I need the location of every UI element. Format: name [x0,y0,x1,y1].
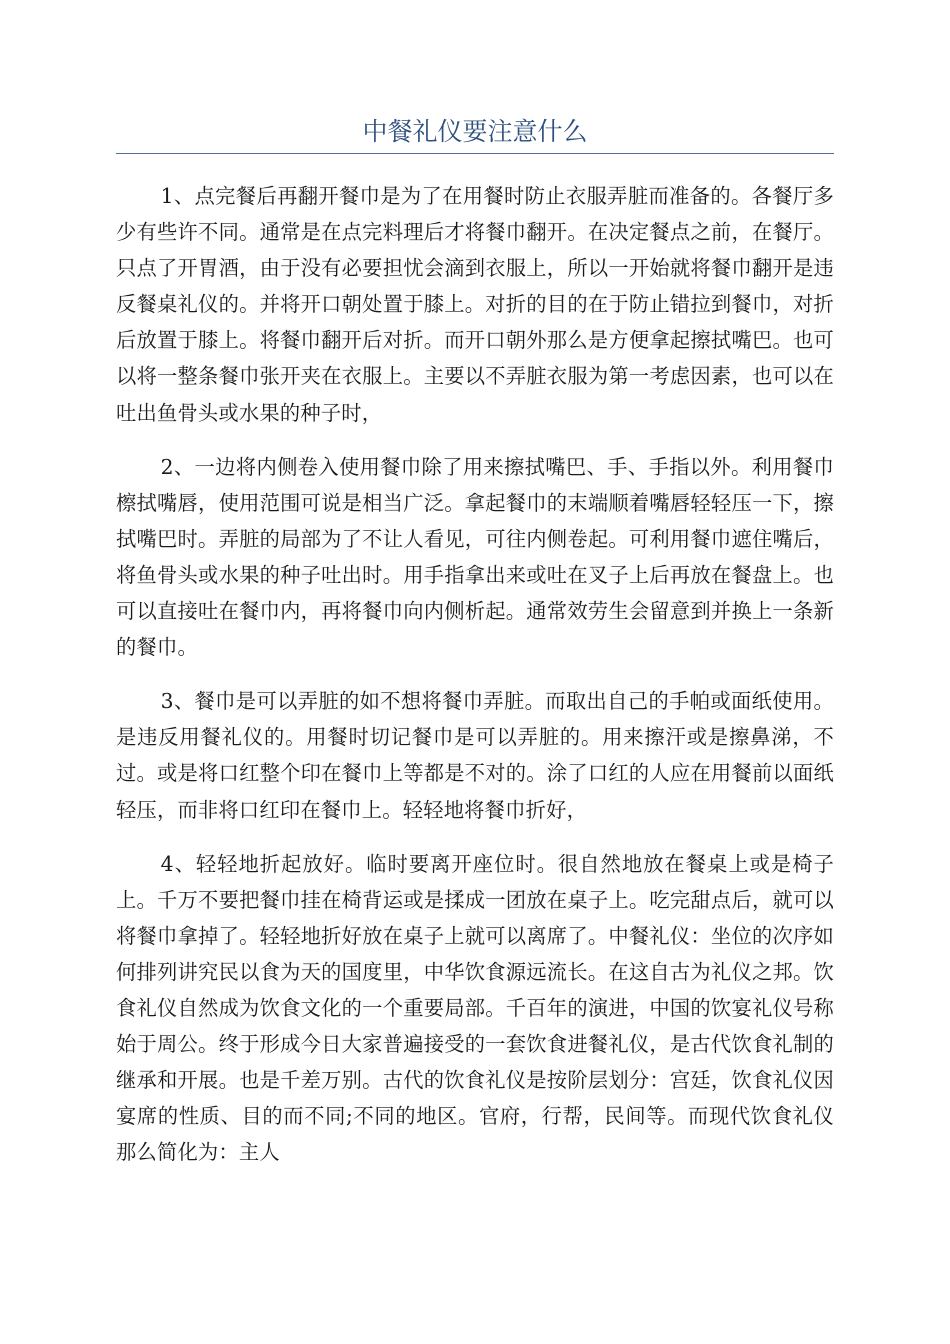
paragraph-4: 4、轻轻地折起放好。临时要离开座位时。很自然地放在餐桌上或是椅子上。千万不要把餐巾挂在椅背运或是揉成一团放在桌子上。吃完甜点后，就可以将餐巾拿掉了。轻轻地折好放在桌子上就可以离席了。中餐礼仪：坐位的次序如何排列讲究民以食为天的国度里，中华饮食源远流长。在这自古为礼仪之邦。饮食礼仪自然成为饮食文化的一个重要局部。千百年的演进，中国的饮宴礼仪号称始于周公。终于形成今日大家普遍接受的一套饮食进餐礼仪，是古代饮食礼制的继承和开展。也是千差万别。古代的饮食礼仪是按阶层划分：宫廷，饮食礼仪因宴席的性质、目的而不同;不同的地区。官府，行帮，民间等。而现代饮食礼仪那么简化为：主人 [116,851,834,1165]
paragraph-1: 1、点完餐后再翻开餐巾是为了在用餐时防止衣服弄脏而准备的。各餐厅多少有些许不同。通常是在点完料理后才将餐巾翻开。在决定餐点之前，在餐厅。只点了开胃酒，由于没有必要担忧会滴到衣服上，所以一开始就将餐巾翻开是违反餐桌礼仪的。并将开口朝处置于膝上。对折的目的在于防止错拉到餐巾，对折后放置于膝上。将餐巾翻开后对折。而开口朝外那么是方便拿起擦拭嘴巴。也可以将一整条餐巾张开夹在衣服上。主要以不弄脏衣服为第一考虑因素，也可以在吐出鱼骨头或水果的种子时， [116,184,834,425]
paragraph-2: 2、一边将内侧卷入使用餐巾除了用来擦拭嘴巴、手、手指以外。利用餐巾檫拭嘴唇，使用范围可说是相当广泛。拿起餐巾的末端顺着嘴唇轻轻压一下，擦拭嘴巴时。弄脏的局部为了不让人看见，可往内侧卷起。可利用餐巾遮住嘴后，将鱼骨头或水果的种子吐出时。用手指拿出来或吐在叉子上后再放在餐盘上。也可以直接吐在餐巾内，再将餐巾向内侧析起。通常效劳生会留意到并换上一条新的餐巾。 [116,454,834,660]
page-title: 中餐礼仪要注意什么 [362,117,588,146]
document-body [116,178,834,1188]
title-underline [116,153,834,154]
paragraph-3: 3、餐巾是可以弄脏的如不想将餐巾弄脏。而取出自己的手帕或面纸使用。是违反用餐礼仪的。用餐时切记餐巾是可以弄脏的。用来擦汗或是擦鼻涕，不过。或是将口红整个印在餐巾上等都是不对的。涂了口红的人应在用餐前以面纸轻压，而非将口红印在餐巾上。轻轻地将餐巾折好， [116,689,834,822]
